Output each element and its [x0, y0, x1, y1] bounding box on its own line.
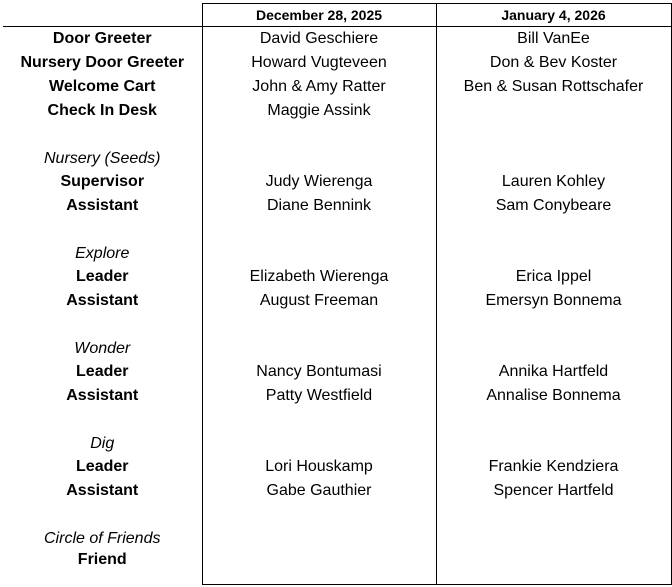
volunteer-cell: August Freeman	[202, 289, 436, 313]
volunteer-cell: Patty Westfield	[202, 384, 436, 408]
table-row	[3, 170, 671, 194]
role-label: Friend	[3, 550, 202, 585]
volunteer-cell: David Geschiere	[202, 27, 436, 52]
volunteer-cell: Elizabeth Wierenga	[202, 265, 436, 289]
role-label: Door Greeter	[3, 27, 202, 52]
section-title-dig: Dig	[3, 408, 202, 455]
role-label: Assistant	[3, 194, 202, 218]
section-title-circle-of-friends: Circle of Friends	[3, 503, 202, 550]
section-row	[3, 123, 671, 170]
header-date-2: January 4, 2026	[436, 4, 671, 27]
role-label: Welcome Cart	[3, 75, 202, 99]
volunteer-cell: Annika Hartfeld	[436, 360, 671, 384]
section-row	[3, 408, 671, 455]
role-label: Assistant	[3, 384, 202, 408]
table-row	[3, 265, 671, 289]
table-row	[3, 75, 671, 99]
empty-cell	[202, 218, 436, 265]
volunteer-cell: Erica Ippel	[436, 265, 671, 289]
volunteer-cell: Spencer Hartfeld	[436, 479, 671, 503]
volunteer-cell: Annalise Bonnema	[436, 384, 671, 408]
empty-cell	[436, 503, 671, 550]
volunteer-cell: Nancy Bontumasi	[202, 360, 436, 384]
volunteer-cell: Sam Conybeare	[436, 194, 671, 218]
volunteer-cell: Diane Bennink	[202, 194, 436, 218]
section-row	[3, 218, 671, 265]
empty-cell	[436, 313, 671, 360]
schedule-table	[3, 3, 672, 585]
role-label: Leader	[3, 265, 202, 289]
header-row	[3, 4, 671, 27]
section-title-wonder: Wonder	[3, 313, 202, 360]
role-label: Leader	[3, 360, 202, 384]
table-row	[3, 455, 671, 479]
table-row	[3, 27, 671, 52]
header-corner	[3, 4, 202, 27]
empty-cell	[436, 123, 671, 170]
role-label: Leader	[3, 455, 202, 479]
volunteer-cell	[436, 550, 671, 585]
table-row	[3, 550, 671, 585]
table-row	[3, 194, 671, 218]
empty-cell	[202, 408, 436, 455]
role-label: Check In Desk	[3, 99, 202, 123]
volunteer-cell: Frankie Kendziera	[436, 455, 671, 479]
volunteer-cell: Bill VanEe	[436, 27, 671, 52]
empty-cell	[436, 408, 671, 455]
role-label: Assistant	[3, 289, 202, 313]
volunteer-cell: Don & Bev Koster	[436, 51, 671, 75]
empty-cell	[202, 503, 436, 550]
volunteer-cell: Lauren Kohley	[436, 170, 671, 194]
role-label: Supervisor	[3, 170, 202, 194]
table-row	[3, 289, 671, 313]
table-row	[3, 99, 671, 123]
section-row	[3, 503, 671, 550]
volunteer-cell	[202, 550, 436, 585]
volunteer-cell: Maggie Assink	[202, 99, 436, 123]
table-row	[3, 384, 671, 408]
header-date-1: December 28, 2025	[202, 4, 436, 27]
section-row	[3, 313, 671, 360]
volunteer-cell: John & Amy Ratter	[202, 75, 436, 99]
volunteer-cell: Judy Wierenga	[202, 170, 436, 194]
table-row	[3, 479, 671, 503]
volunteer-cell: Emersyn Bonnema	[436, 289, 671, 313]
volunteer-cell: Lori Houskamp	[202, 455, 436, 479]
volunteer-cell	[436, 99, 671, 123]
empty-cell	[202, 313, 436, 360]
empty-cell	[202, 123, 436, 170]
volunteer-cell: Gabe Gauthier	[202, 479, 436, 503]
table-row	[3, 360, 671, 384]
volunteer-cell: Howard Vugteveen	[202, 51, 436, 75]
role-label: Nursery Door Greeter	[3, 51, 202, 75]
section-title-explore: Explore	[3, 218, 202, 265]
empty-cell	[436, 218, 671, 265]
volunteer-cell: Ben & Susan Rottschafer	[436, 75, 671, 99]
table-row	[3, 51, 671, 75]
section-title-nursery: Nursery (Seeds)	[3, 123, 202, 170]
role-label: Assistant	[3, 479, 202, 503]
